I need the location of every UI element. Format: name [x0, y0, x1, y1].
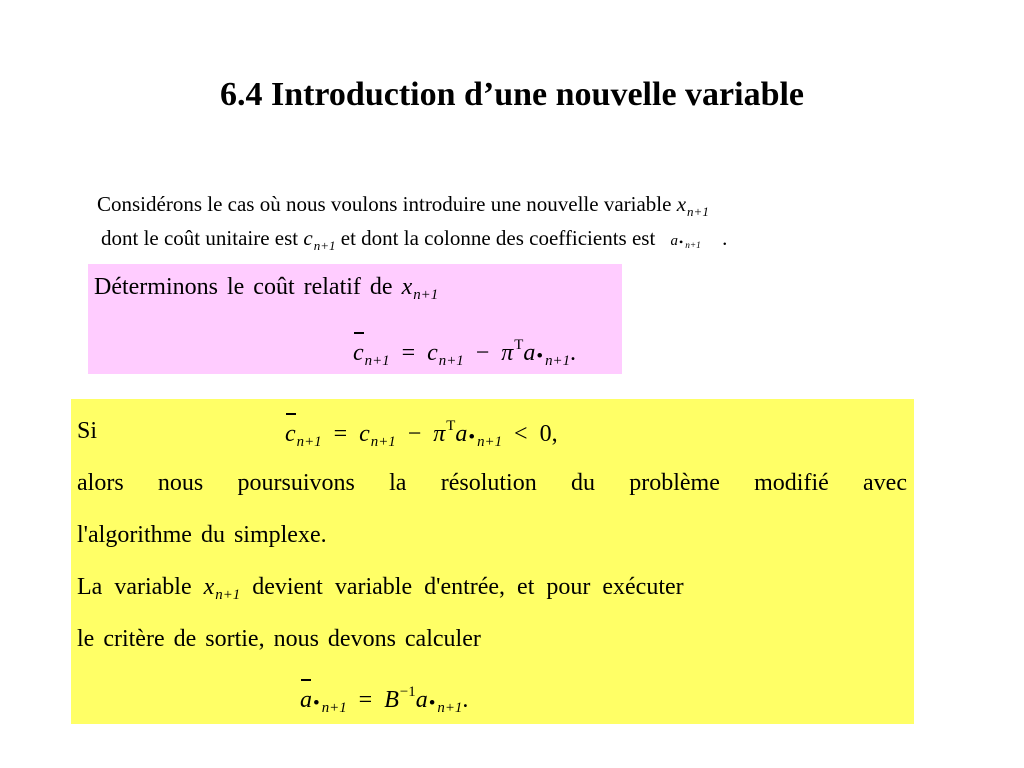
c-n1-symbol: $c_{n+1}$: [303, 226, 336, 253]
relative-cost-heading: [94, 274, 438, 304]
a-column-symbol: a• $_{n+1}$: [670, 233, 701, 252]
x-n1-symbol: $x_{n+1}$: [676, 192, 709, 219]
x-n1-symbol: $x_{n+1}$: [401, 274, 439, 304]
condition-line-5: le critère de sortie, nous devons calculer: [77, 626, 481, 652]
intro-line-2: [101, 226, 727, 254]
intro-line-2-part-a: dont le coût unitaire est: [101, 226, 299, 250]
slide-title: 6.4 Introduction d’une nouvelle variable: [219, 76, 805, 113]
intro-line-2-end: .: [722, 226, 728, 250]
x-n1-symbol: $x_{n+1}$: [203, 574, 241, 604]
condition-formula: $c_{n+1} = c_{n+1}$ − $\pi^Ta•$ $_{n+1}$ < 0,: [285, 418, 558, 451]
relative-cost-formula: $c_{n+1} = c_{n+1}$ − $\pi^Ta•$ $_{n+1}$.: [353, 337, 577, 370]
si-label: Si: [77, 418, 98, 444]
column-update-formula: a• $_{n+1} = B^{-1}a•$ $_{n+1}$.: [300, 684, 469, 717]
intro-line-1-text: Considérons le cas où nous voulons introduire une nouvelle variable: [97, 192, 672, 216]
condition-line-4-part-b: devient variable d'entrée, et pour exécuter: [252, 574, 684, 600]
intro-line-1: [97, 192, 709, 220]
condition-line-4-part-a: La variable: [77, 574, 192, 600]
condition-line-2: alors nous poursuivons la résolution du problème modifié avec: [77, 470, 907, 496]
condition-line-3: l'algorithme du simplexe.: [77, 522, 327, 548]
condition-line-4: [77, 574, 684, 604]
intro-line-2-part-b: et dont la colonne des coefficients est: [340, 226, 656, 250]
relative-cost-heading-text: Déterminons le coût relatif de: [94, 274, 393, 300]
